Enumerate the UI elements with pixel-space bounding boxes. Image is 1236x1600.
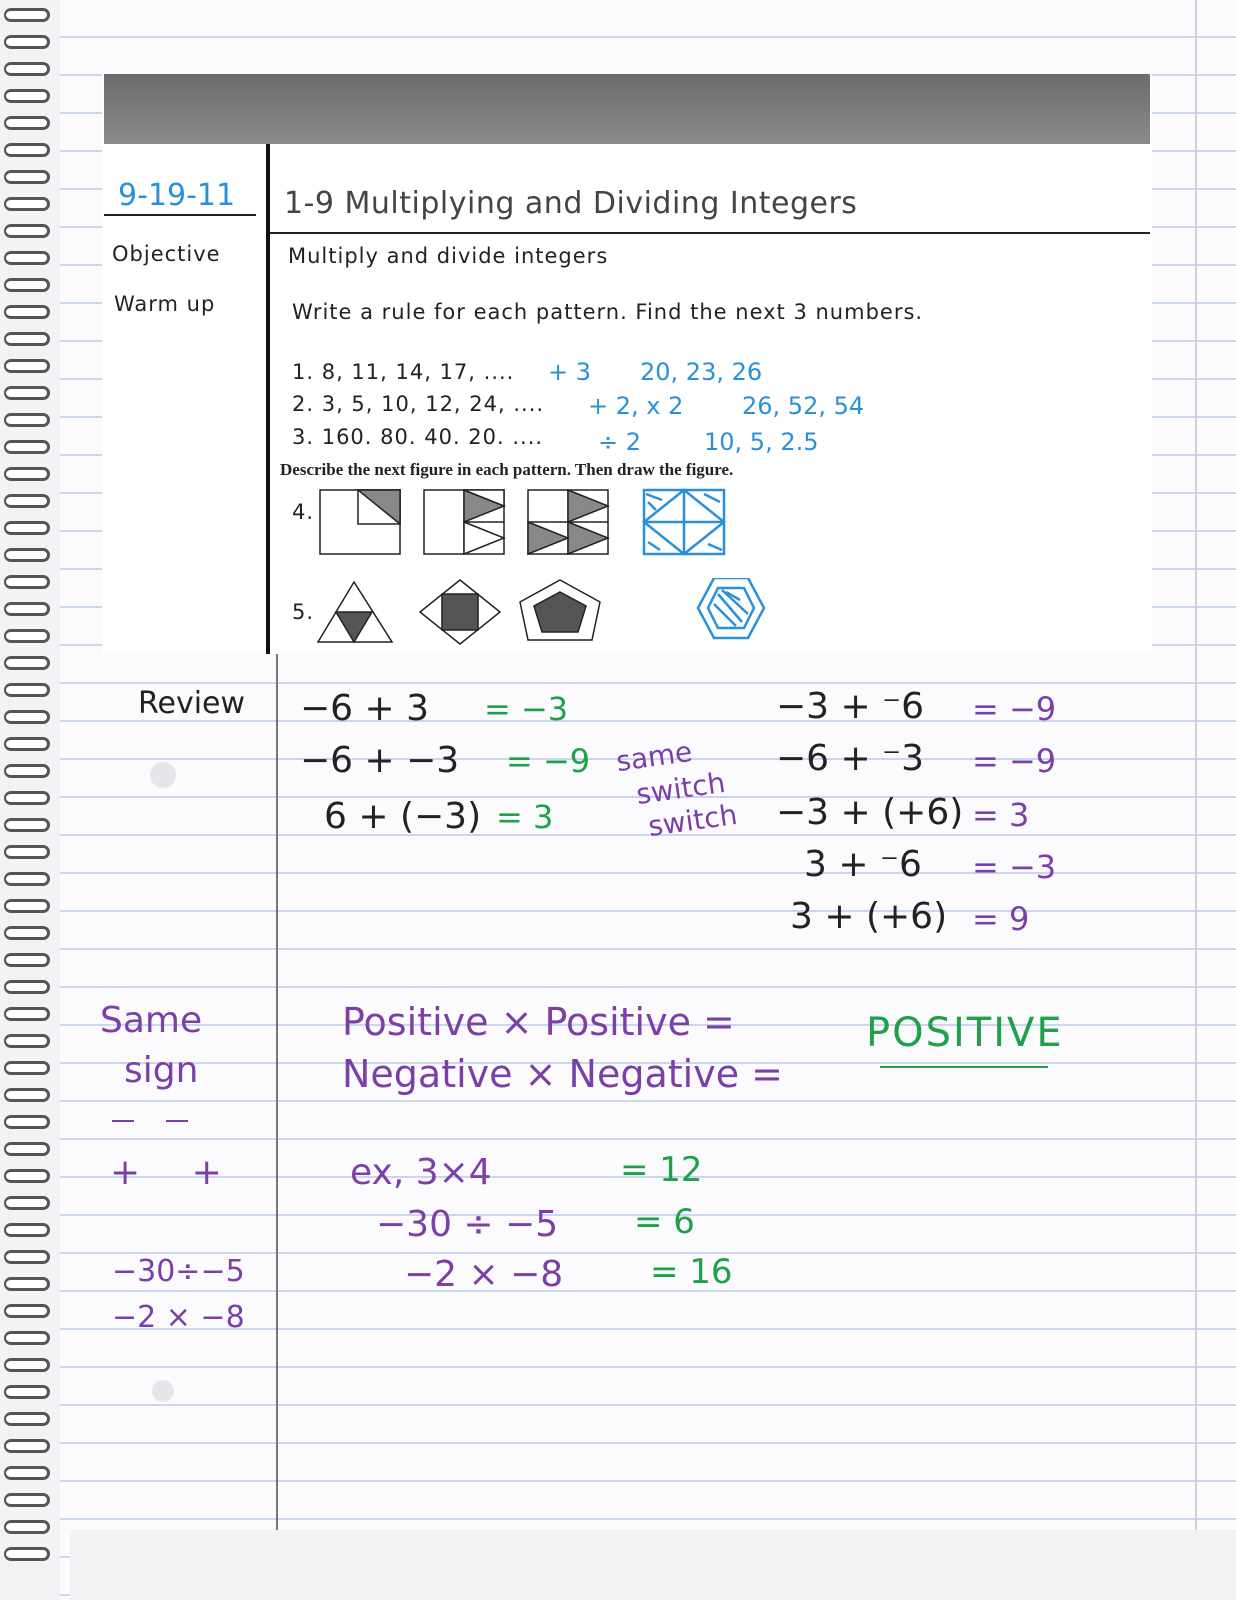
review-right-expr-5: 3 + (+6) [790,896,948,937]
spiral-ring [4,305,50,319]
printed-sheet [102,74,1152,654]
figure-5-number: 5. [292,600,315,624]
spiral-ring [4,1358,50,1372]
note-switch-1: switch [634,765,728,812]
punch-hole [152,1380,174,1402]
spiral-ring [4,1169,50,1183]
header-bar [104,74,1150,144]
example-expr-1: ex, 3×4 [350,1152,492,1193]
spiral-ring [4,764,50,778]
warmup-instructions: Write a rule for each pattern. Find the next 3 numbers. [292,300,924,324]
pattern-3-answer: 10, 5, 2.5 [704,428,819,456]
spiral-ring [4,1304,50,1318]
spiral-ring [4,953,50,967]
spiral-ring [4,197,50,211]
warmup-label: Warm up [114,292,216,316]
polygon-pattern-figures [316,578,776,648]
spiral-ring [4,980,50,994]
page-bottom [70,1530,1236,1600]
spiral-ring [4,8,50,22]
spiral-ring [4,1115,50,1129]
rule-line-1: Positive × Positive = [342,1000,735,1044]
spiral-ring [4,521,50,535]
spiral-ring [4,332,50,346]
spiral-ring [4,62,50,76]
pattern-2-rule: + 2, x 2 [588,392,684,420]
example-result-3: = 16 [650,1252,733,1292]
spiral-ring [4,926,50,940]
hexagon-figure-drawn [698,578,764,638]
review-left-result-3: = 3 [496,798,554,836]
margin-line [276,650,278,1530]
review-right-result-1: = −9 [972,690,1057,728]
result-underline [880,1066,1048,1068]
review-right-result-3: = 3 [972,796,1030,834]
spiral-ring [4,1142,50,1156]
spiral-ring [4,1331,50,1345]
spiral-ring [4,629,50,643]
pattern-1: 1. 8, 11, 14, 17, .... [292,360,515,384]
review-left-expr-1: −6 + 3 [300,688,430,729]
spiral-ring [4,1007,50,1021]
spiral-ring [4,467,50,481]
spiral-ring [4,1466,50,1480]
page-edge [1195,0,1197,1540]
square-pattern-figures [318,488,738,558]
review-right-result-4: = −3 [972,848,1057,886]
spiral-ring [4,251,50,265]
example-expr-3: −2 × −8 [404,1254,564,1295]
spiral-ring [4,656,50,670]
spiral-ring [4,89,50,103]
spiral-ring [4,1412,50,1426]
square-in-diamond-figure [420,580,500,644]
objective-text: Multiply and divide integers [288,244,609,268]
pentagon-figure [520,580,600,640]
figure-4-number: 4. [292,500,315,524]
pattern-1-rule: + 3 [548,358,592,386]
date-underline [104,214,256,216]
page-title: 1-9 Multiplying and Dividing Integers [284,186,858,221]
spiral-ring [4,548,50,562]
square-figure-drawn [644,490,724,554]
square-figure-2 [424,490,504,554]
spiral-binding [0,0,60,1600]
spiral-ring [4,845,50,859]
spiral-ring [4,1196,50,1210]
spiral-ring [4,386,50,400]
review-right-expr-2: −6 + ⁻3 [776,738,925,779]
example-result-1: = 12 [620,1150,703,1190]
spiral-ring [4,1439,50,1453]
date: 9-19-11 [118,178,236,213]
rule-result: POSITIVE [866,1010,1064,1056]
pattern-2-answer: 26, 52, 54 [742,392,865,420]
review-left-result-2: = −9 [506,742,591,780]
spiral-ring [4,818,50,832]
spiral-ring [4,872,50,886]
review-right-expr-3: −3 + (+6) [776,792,964,833]
spiral-ring [4,1223,50,1237]
spiral-ring [4,710,50,724]
spiral-ring [4,1034,50,1048]
side-dash-1 [112,1120,134,1122]
spiral-ring [4,143,50,157]
rule-line-2: Negative × Negative = [342,1052,783,1096]
side-dash-2 [166,1120,188,1122]
side-example-2: −2 × −8 [112,1300,245,1335]
spiral-ring [4,602,50,616]
review-left-expr-3: 6 + (−3) [324,796,482,837]
spiral-ring [4,170,50,184]
spiral-ring [4,278,50,292]
square-figure-3 [528,490,608,554]
spiral-ring [4,413,50,427]
spiral-ring [4,791,50,805]
title-underline [270,232,1150,234]
spiral-ring [4,1088,50,1102]
spiral-ring [4,494,50,508]
spiral-ring [4,440,50,454]
side-example-1: −30÷−5 [112,1254,245,1289]
spiral-ring [4,35,50,49]
note-switch-2: switch [646,797,740,844]
spiral-ring [4,224,50,238]
spiral-ring [4,359,50,373]
triangle-figure [318,582,392,642]
pattern-3-rule: ÷ 2 [598,428,642,456]
note-same: same [614,734,695,779]
pattern-1-answer: 20, 23, 26 [640,358,763,386]
spiral-ring [4,1520,50,1534]
punch-hole [150,762,176,788]
spiral-ring [4,1493,50,1507]
square-figure-1 [320,490,400,554]
review-right-expr-4: 3 + ⁻6 [804,844,922,885]
spiral-ring [4,1547,50,1561]
figure-instructions: Describe the next figure in each pattern. Then draw the figure. [280,460,734,479]
spiral-ring [4,116,50,130]
example-result-2: = 6 [634,1202,695,1242]
review-left-result-1: = −3 [484,690,569,728]
spiral-ring [4,1277,50,1291]
objective-label: Objective [112,242,221,266]
review-right-expr-1: −3 + ⁻6 [776,686,925,727]
review-label: Review [138,686,246,721]
side-sign: sign [124,1050,199,1091]
spiral-ring [4,899,50,913]
review-left-expr-2: −6 + −3 [300,740,460,781]
column-divider [266,144,270,654]
spiral-ring [4,737,50,751]
side-same: Same [100,1000,203,1041]
spiral-ring [4,575,50,589]
example-expr-2: −30 ÷ −5 [376,1204,559,1245]
spiral-ring [4,683,50,697]
pattern-2: 2. 3, 5, 10, 12, 24, .... [292,392,545,416]
review-right-result-2: = −9 [972,742,1057,780]
spiral-ring [4,1250,50,1264]
pattern-3: 3. 160. 80. 40. 20. .... [292,425,544,449]
side-signs: + + [110,1152,242,1193]
review-right-result-5: = 9 [972,900,1030,938]
spiral-ring [4,1061,50,1075]
spiral-ring [4,1385,50,1399]
